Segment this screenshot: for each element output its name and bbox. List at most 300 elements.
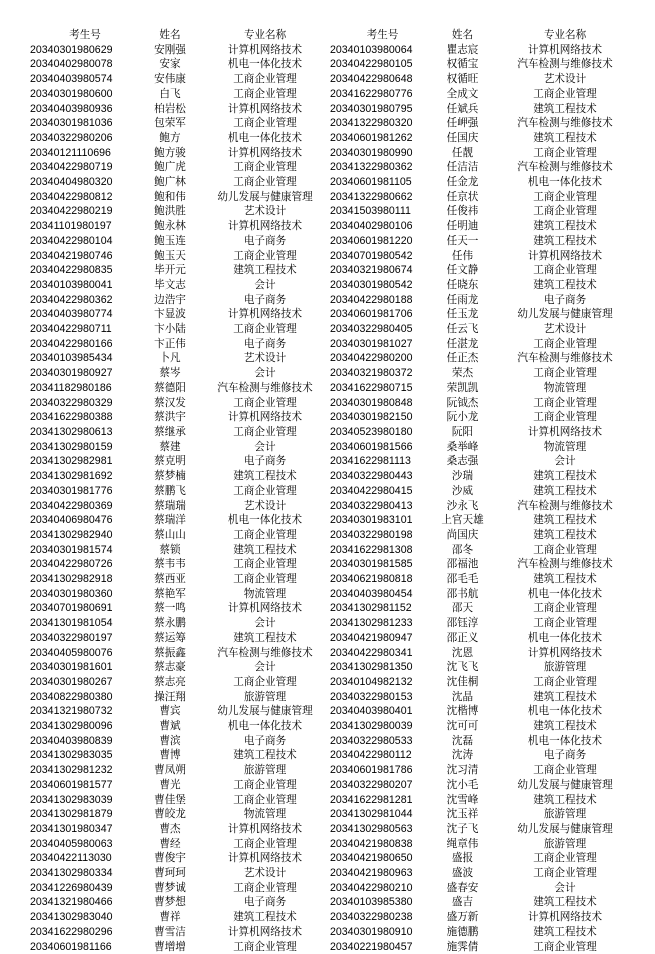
student-name-cell: 沈可可 — [446, 720, 479, 733]
major-cell: 建筑工程技术 — [533, 528, 597, 541]
exam-number-cell: 20340322980153 — [330, 690, 413, 703]
table-row — [330, 410, 640, 425]
table-row — [30, 293, 330, 308]
exam-number-cell: 20340601981220 — [330, 234, 413, 247]
exam-number-cell: 20340301983101 — [330, 514, 413, 527]
table-row — [30, 528, 330, 543]
student-name-cell: 蔡振鑫 — [154, 646, 186, 659]
table-row — [330, 307, 640, 322]
exam-number-cell: 20340601981566 — [330, 440, 413, 453]
student-name-cell: 盛波 — [451, 867, 474, 880]
student-name-cell: 蔡永鹏 — [154, 617, 186, 630]
table-row — [330, 469, 640, 484]
student-name-cell: 蔡建 — [159, 440, 181, 453]
exam-number-cell: 20340321980372 — [330, 367, 413, 380]
exam-number-cell: 20341302980096 — [30, 720, 113, 733]
table-row — [30, 425, 330, 440]
exam-number-cell: 20341302983039 — [30, 793, 113, 806]
major-cell: 会计 — [254, 278, 276, 291]
table-row — [30, 748, 330, 763]
major-cell: 工商企业管理 — [233, 249, 297, 262]
table-row — [330, 484, 640, 499]
table-row — [330, 366, 640, 381]
student-name-cell: 任斌兵 — [446, 102, 479, 115]
major-cell: 会计 — [254, 440, 276, 453]
table-row — [330, 925, 640, 940]
exam-number-cell: 20340103980064 — [330, 43, 413, 56]
table-row — [330, 704, 640, 719]
exam-number-cell: 20340301980848 — [330, 396, 413, 409]
student-name-cell: 卞显波 — [154, 308, 186, 321]
table-row — [330, 528, 640, 543]
table-row — [30, 396, 330, 411]
table-row — [30, 660, 330, 675]
major-cell: 物流管理 — [543, 440, 587, 453]
table-row — [30, 851, 330, 866]
student-name-cell: 曹光 — [159, 778, 181, 791]
table-row — [330, 646, 640, 661]
student-name-cell: 任天一 — [446, 234, 479, 247]
student-name-cell: 卞小陆 — [154, 323, 186, 336]
major-cell: 物流管理 — [543, 381, 587, 394]
student-name-cell: 曹斌 — [159, 720, 181, 733]
exam-number-cell: 20340422980112 — [330, 749, 412, 762]
exam-number-cell: 20340421980963 — [330, 867, 413, 880]
major-cell: 建筑工程技术 — [233, 264, 297, 277]
exam-number-cell: 20341302983040 — [30, 911, 113, 924]
exam-number-cell: 20341101980197 — [30, 220, 112, 233]
table-row — [30, 543, 330, 558]
student-name-cell: 鲍和伟 — [154, 190, 186, 203]
student-name-cell: 沈磊 — [451, 734, 474, 747]
header-name: 姓名 — [159, 29, 181, 41]
major-cell: 旅游管理 — [543, 661, 587, 674]
table-row — [30, 307, 330, 322]
student-name-cell: 卞正伟 — [154, 337, 186, 350]
student-name-cell: 沙瑞 — [451, 470, 474, 483]
major-cell: 机电一体化技术 — [227, 720, 303, 733]
exam-number-cell: 20340421980650 — [330, 852, 413, 865]
table-row — [330, 616, 640, 631]
major-cell: 电子商务 — [243, 734, 287, 747]
table-row — [330, 719, 640, 734]
table-row — [330, 895, 640, 910]
exam-number-cell: 20340403980774 — [30, 308, 113, 321]
major-cell: 工商企业管理 — [233, 675, 297, 688]
student-name-cell: 上官天雄 — [441, 514, 484, 527]
student-name-cell: 施德鹏 — [446, 925, 479, 938]
student-name-cell: 沈晶 — [451, 690, 474, 703]
major-cell: 建筑工程技术 — [533, 102, 597, 115]
major-cell: 计算机网络技术 — [227, 146, 303, 159]
table-row — [330, 851, 640, 866]
table-row — [330, 822, 640, 837]
exam-number-cell: 20340422980648 — [330, 73, 413, 86]
table-row — [330, 572, 640, 587]
table-row — [330, 513, 640, 528]
student-name-cell: 鲍洪胜 — [154, 205, 186, 218]
major-cell: 工商企业管理 — [233, 323, 297, 336]
student-name-cell: 蔡克明 — [154, 455, 186, 468]
major-cell: 艺术设计 — [243, 352, 287, 365]
table-row — [30, 778, 330, 793]
student-name-cell: 鲍方 — [159, 131, 181, 144]
major-cell: 会计 — [254, 661, 276, 674]
major-cell: 工商企业管理 — [233, 558, 297, 571]
table-row — [330, 837, 640, 852]
major-cell: 电子商务 — [243, 455, 287, 468]
student-name-cell: 沈习清 — [446, 764, 479, 777]
major-cell: 计算机网络技术 — [227, 822, 303, 835]
student-name-cell: 蔡鹏飞 — [154, 484, 186, 497]
table-row — [30, 337, 330, 352]
major-cell: 计算机网络技术 — [227, 411, 303, 424]
table-row — [30, 807, 330, 822]
table-row — [30, 72, 330, 87]
table-row — [330, 396, 640, 411]
student-name-cell: 沙永飞 — [446, 499, 479, 512]
major-cell: 计算机网络技术 — [227, 220, 303, 233]
table-row — [30, 454, 330, 469]
major-cell: 艺术设计 — [543, 323, 587, 336]
table-row — [330, 322, 640, 337]
major-cell: 旅游管理 — [243, 764, 287, 777]
header-row — [330, 28, 640, 43]
student-name-cell: 邵钰淳 — [446, 617, 479, 630]
exam-number-cell: 20340301980542 — [330, 278, 413, 291]
table-row — [330, 543, 640, 558]
student-name-cell: 阮阳 — [451, 425, 474, 438]
student-name-cell: 曹祥 — [159, 911, 181, 924]
major-cell: 计算机网络技术 — [227, 602, 303, 615]
exam-number-cell: 20340402980078 — [30, 58, 113, 71]
exam-number-cell: 20340403980454 — [330, 587, 413, 600]
table-row — [30, 87, 330, 102]
major-cell: 建筑工程技术 — [533, 220, 597, 233]
table-row — [30, 116, 330, 131]
student-name-cell: 任湛龙 — [446, 337, 479, 350]
exam-number-cell: 20340402980106 — [330, 220, 413, 233]
major-cell: 建筑工程技术 — [533, 278, 597, 291]
exam-number-cell: 20340601981577 — [30, 778, 113, 791]
table-row — [330, 440, 640, 455]
student-name-cell: 邵天 — [451, 602, 474, 615]
student-name-cell: 权循宝 — [446, 58, 479, 71]
student-name-cell: 邵正义 — [446, 631, 479, 644]
student-name-cell: 卜凡 — [159, 352, 181, 365]
table-row — [330, 778, 640, 793]
table-row — [30, 895, 330, 910]
exam-number-cell: 20340322980207 — [330, 778, 413, 791]
exam-number-cell: 20341302981232 — [30, 764, 113, 777]
major-cell: 建筑工程技术 — [533, 470, 597, 483]
table-row — [330, 660, 640, 675]
student-name-cell: 蔡瑞洋 — [154, 514, 186, 527]
exam-number-cell: 20341322980320 — [330, 117, 413, 130]
major-cell: 物流管理 — [243, 587, 287, 600]
exam-number-cell: 20341622981308 — [330, 543, 413, 556]
table-row — [30, 366, 330, 381]
student-name-cell: 鲍玉连 — [154, 234, 186, 247]
major-cell: 工商企业管理 — [233, 528, 297, 541]
exam-number-cell: 20341302980159 — [30, 440, 113, 453]
major-cell: 工商企业管理 — [233, 87, 297, 100]
major-cell: 旅游管理 — [243, 690, 287, 703]
student-name-cell: 操汪翔 — [154, 690, 186, 703]
exam-number-cell: 20341302981152 — [330, 602, 412, 615]
major-cell: 幼儿发展与健康管理 — [517, 778, 613, 791]
major-cell: 幼儿发展与健康管理 — [217, 705, 313, 718]
student-name-cell: 荣杰 — [451, 367, 474, 380]
major-cell: 工商企业管理 — [533, 367, 597, 380]
exam-number-cell: 20340601981262 — [330, 131, 413, 144]
table-row — [30, 616, 330, 631]
exam-number-cell: 20340422980219 — [30, 205, 113, 218]
table-row — [30, 131, 330, 146]
table-row — [330, 557, 640, 572]
student-name-cell: 尚国庆 — [446, 528, 479, 541]
major-cell: 电子商务 — [243, 234, 287, 247]
table-row — [330, 748, 640, 763]
exam-number-cell: 20340322980329 — [30, 396, 113, 409]
major-cell: 工商企业管理 — [533, 264, 597, 277]
major-cell: 电子商务 — [243, 337, 287, 350]
exam-number-cell: 20341622980296 — [30, 925, 113, 938]
major-cell: 工商企业管理 — [233, 793, 297, 806]
major-cell: 工商企业管理 — [533, 146, 597, 159]
major-cell: 工商企业管理 — [533, 940, 597, 953]
student-name-cell: 任正杰 — [446, 352, 479, 365]
major-cell: 计算机网络技术 — [227, 852, 303, 865]
major-cell: 计算机网络技术 — [527, 249, 603, 262]
student-name-cell: 阮小龙 — [446, 411, 479, 424]
exam-number-cell: 20340422980104 — [30, 234, 113, 247]
table-row — [30, 263, 330, 278]
exam-number-cell: 20340301981601 — [30, 661, 113, 674]
table-row — [30, 837, 330, 852]
student-name-cell: 沈子飞 — [446, 822, 479, 835]
major-cell: 工商企业管理 — [233, 940, 297, 953]
table-row — [30, 278, 330, 293]
exam-number-cell: 20340301980910 — [330, 925, 413, 938]
major-cell: 工商企业管理 — [533, 852, 597, 865]
major-cell: 旅游管理 — [543, 837, 587, 850]
table-row — [30, 175, 330, 190]
major-cell: 建筑工程技术 — [533, 131, 597, 144]
major-cell: 幼儿发展与健康管理 — [217, 190, 313, 203]
major-cell: 机电一体化技术 — [527, 631, 603, 644]
student-name-cell: 蔡志豪 — [154, 661, 186, 674]
major-cell: 汽车检测与维修技术 — [517, 352, 613, 365]
student-name-cell: 曹博 — [159, 749, 181, 762]
table-row — [30, 940, 330, 954]
header-row — [30, 28, 330, 43]
student-name-cell: 曹杰 — [159, 822, 181, 835]
student-name-cell: 任云飞 — [446, 323, 479, 336]
major-cell: 建筑工程技术 — [533, 720, 597, 733]
student-name-cell: 沈楷博 — [446, 705, 479, 718]
major-cell: 建筑工程技术 — [533, 896, 597, 909]
major-cell: 电子商务 — [543, 293, 587, 306]
student-name-cell: 蔡一鸣 — [154, 602, 186, 615]
major-cell: 机电一体化技术 — [227, 58, 303, 71]
major-cell: 汽车检测与维修技术 — [217, 646, 313, 659]
table-row — [30, 690, 330, 705]
exam-number-cell: 20340103985380 — [330, 896, 413, 909]
table-row — [30, 484, 330, 499]
major-cell: 建筑工程技术 — [533, 234, 597, 247]
major-cell: 工商企业管理 — [233, 881, 297, 894]
major-cell: 工商企业管理 — [533, 396, 597, 409]
major-cell: 建筑工程技术 — [233, 470, 297, 483]
major-cell: 机电一体化技术 — [527, 734, 603, 747]
student-table-left — [30, 28, 330, 954]
table-row — [30, 102, 330, 117]
table-row — [330, 381, 640, 396]
header-major: 专业名称 — [243, 29, 287, 41]
table-row — [330, 881, 640, 896]
major-cell: 工商企业管理 — [533, 764, 597, 777]
student-name-cell: 蔡继承 — [154, 425, 186, 438]
exam-number-cell: 20340103980041 — [30, 278, 113, 291]
exam-number-cell: 20340422980105 — [330, 58, 413, 71]
table-row — [30, 43, 330, 58]
table-row — [30, 572, 330, 587]
major-cell: 旅游管理 — [543, 808, 587, 821]
exam-number-cell: 20341301981054 — [30, 617, 113, 630]
table-row — [30, 587, 330, 602]
student-name-cell: 任晓东 — [446, 278, 479, 291]
student-name-cell: 盛报 — [451, 852, 474, 865]
table-row — [330, 351, 640, 366]
table-row — [30, 190, 330, 205]
table-row — [30, 146, 330, 161]
table-row — [30, 219, 330, 234]
exam-number-cell: 20340322980405 — [330, 323, 413, 336]
exam-number-cell: 20340301980927 — [30, 367, 113, 380]
table-row — [330, 263, 640, 278]
student-name-cell: 蔡艳军 — [154, 587, 186, 600]
table-row — [330, 807, 640, 822]
student-name-cell: 包荣军 — [154, 117, 186, 130]
exam-number-cell: 20340422980166 — [30, 337, 113, 350]
exam-number-cell: 20341302980334 — [30, 867, 113, 880]
table-row — [330, 204, 640, 219]
exam-number-cell: 20340422113030 — [30, 852, 112, 865]
major-cell: 物流管理 — [243, 808, 287, 821]
student-name-cell: 安家 — [159, 58, 181, 71]
major-cell: 计算机网络技术 — [527, 911, 603, 924]
student-name-cell: 任京状 — [446, 190, 479, 203]
exam-number-cell: 20340403980401 — [330, 705, 413, 718]
major-cell: 计算机网络技术 — [227, 925, 303, 938]
table-row — [330, 940, 640, 954]
student-name-cell: 曹俊宇 — [154, 852, 186, 865]
student-name-cell: 曹凤朔 — [154, 764, 186, 777]
table-row — [330, 601, 640, 616]
exam-number-cell: 20340104982132 — [330, 675, 413, 688]
student-name-cell: 边浩宇 — [154, 293, 186, 306]
major-cell: 汽车检测与维修技术 — [517, 558, 613, 571]
table-row — [330, 190, 640, 205]
exam-number-cell: 20340701980542 — [330, 249, 413, 262]
major-cell: 机电一体化技术 — [527, 705, 603, 718]
student-name-cell: 蔡梦楠 — [154, 470, 186, 483]
student-name-cell: 任靓 — [451, 146, 474, 159]
table-row — [30, 513, 330, 528]
major-cell: 汽车检测与维修技术 — [217, 381, 313, 394]
exam-number-cell: 20340322980533 — [330, 734, 413, 747]
major-cell: 工商企业管理 — [233, 837, 297, 850]
exam-number-cell: 20340601981786 — [330, 764, 413, 777]
major-cell: 艺术设计 — [243, 499, 287, 512]
table-row — [30, 734, 330, 749]
exam-number-cell: 20340601981105 — [330, 176, 412, 189]
student-name-cell: 盛万新 — [446, 911, 479, 924]
exam-number-cell: 20341301980347 — [30, 822, 113, 835]
student-name-cell: 安刚强 — [154, 43, 186, 56]
table-row — [30, 499, 330, 514]
exam-number-cell: 20340421980947 — [330, 631, 413, 644]
exam-number-cell: 20340301980267 — [30, 675, 113, 688]
exam-number-cell: 20341302982918 — [30, 573, 113, 586]
table-row — [330, 249, 640, 264]
student-name-cell: 任洁洁 — [446, 161, 479, 174]
student-name-cell: 鲍玉天 — [154, 249, 186, 262]
exam-number-cell: 20340301980360 — [30, 587, 113, 600]
exam-number-cell: 20340422980210 — [330, 881, 413, 894]
major-cell: 工商企业管理 — [233, 425, 297, 438]
exam-number-cell: 20340422980362 — [30, 293, 113, 306]
table-row — [330, 587, 640, 602]
table-row — [30, 322, 330, 337]
table-row — [330, 690, 640, 705]
major-cell: 计算机网络技术 — [227, 102, 303, 115]
major-cell: 工商企业管理 — [533, 617, 597, 630]
table-row — [30, 557, 330, 572]
exam-number-cell: 20340405980063 — [30, 837, 113, 850]
table-row — [330, 337, 640, 352]
table-row — [330, 425, 640, 440]
table-row — [30, 249, 330, 264]
exam-number-cell: 20340601981166 — [30, 940, 112, 953]
table-row — [30, 763, 330, 778]
student-name-cell: 蔡瑞瑞 — [154, 499, 186, 512]
student-name-cell: 沈涛 — [451, 749, 474, 762]
major-cell: 工商企业管理 — [533, 205, 597, 218]
student-name-cell: 瞿志宸 — [446, 43, 479, 56]
student-name-cell: 任玉龙 — [446, 308, 479, 321]
student-name-cell: 任金龙 — [446, 176, 479, 189]
exam-number-cell: 20341302981233 — [330, 617, 413, 630]
exam-number-cell: 20341302982981 — [30, 455, 113, 468]
table-row — [30, 160, 330, 175]
major-cell: 电子商务 — [243, 896, 287, 909]
major-cell: 汽车检测与维修技术 — [517, 58, 613, 71]
major-cell: 工商企业管理 — [533, 337, 597, 350]
table-row — [30, 631, 330, 646]
major-cell: 汽车检测与维修技术 — [517, 499, 613, 512]
major-cell: 工商企业管理 — [233, 573, 297, 586]
exam-number-cell: 20341622981281 — [330, 793, 413, 806]
student-name-cell: 蔡洪宇 — [154, 411, 186, 424]
exam-number-cell: 20341302980613 — [30, 425, 113, 438]
student-name-cell: 沈小毛 — [446, 778, 479, 791]
student-rows-left — [30, 43, 330, 954]
student-name-cell: 盛吉 — [451, 896, 474, 909]
student-name-cell: 任雨龙 — [446, 293, 479, 306]
major-cell: 工商企业管理 — [233, 161, 297, 174]
